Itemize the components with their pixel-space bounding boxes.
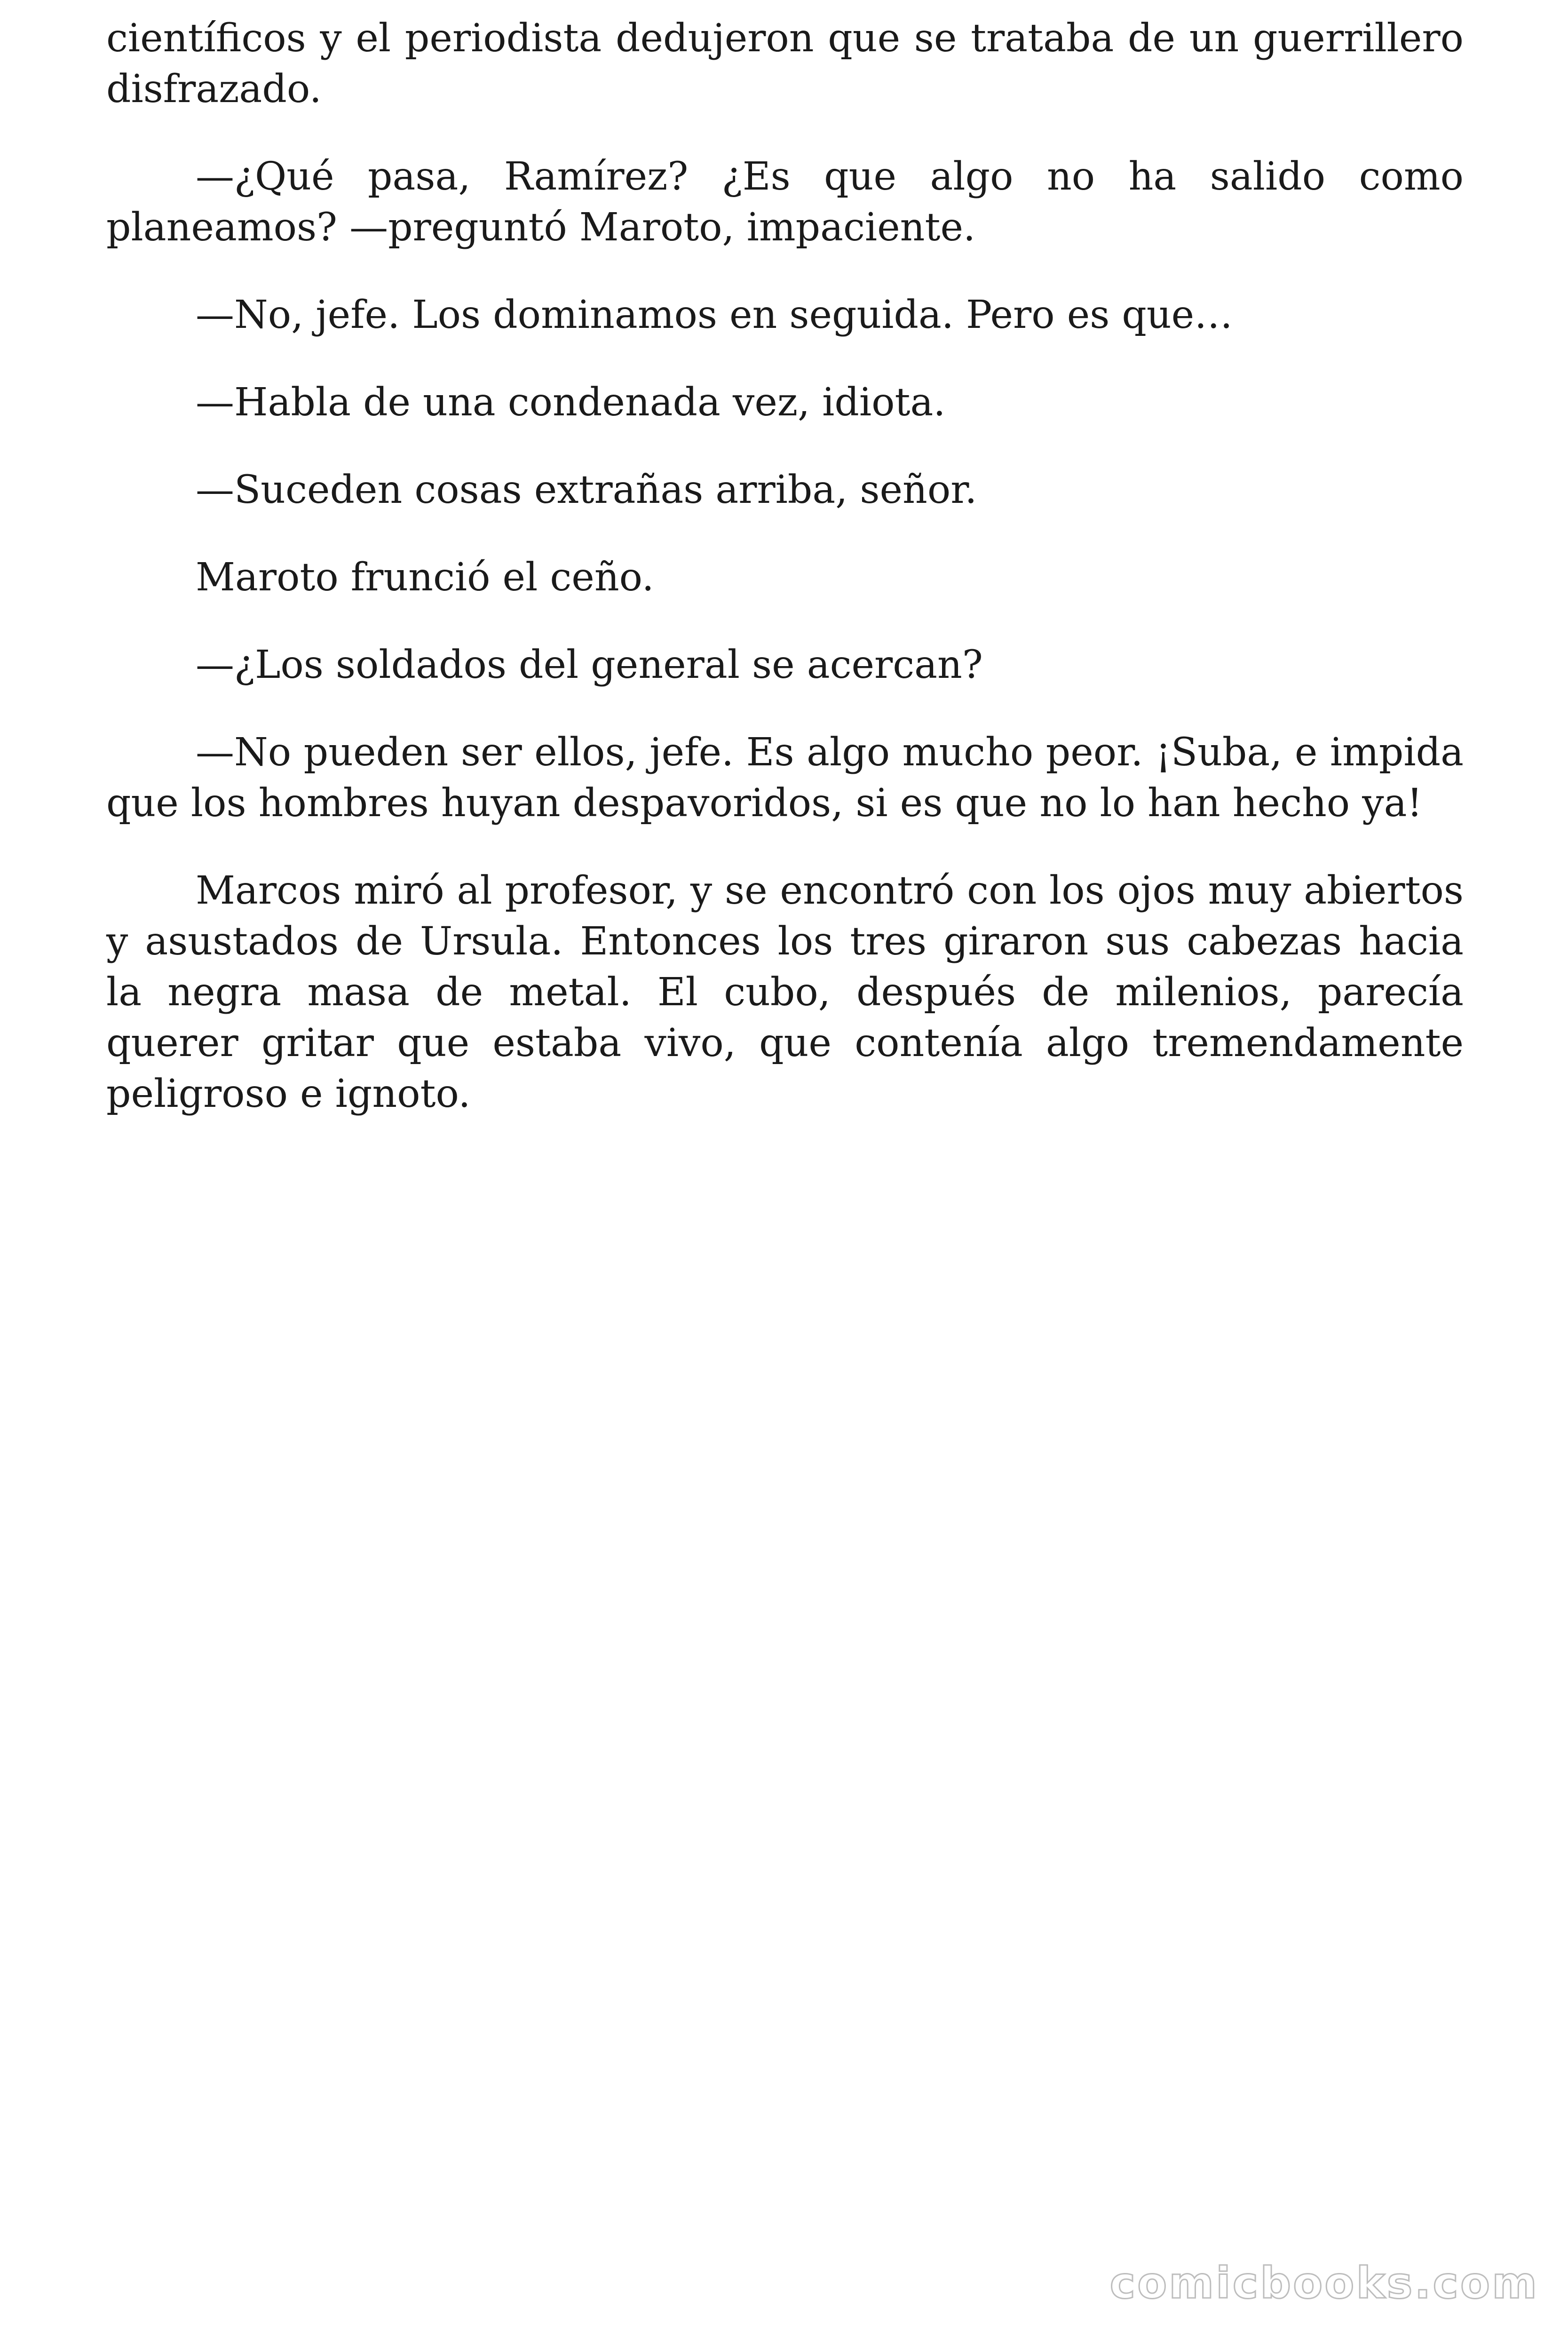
paragraph: —¿Qué pasa, Ramírez? ¿Es que algo no ha salido como planeamos? —preguntó Maroto, impaciente. — [106, 154, 1464, 250]
paragraph: Maroto frunció el ceño. — [196, 555, 654, 600]
paragraph: —¿Los soldados del general se acercan? — [196, 643, 983, 687]
paragraph: —Habla de una condenada vez, idiota. — [196, 380, 946, 425]
watermark: comicbooks.com — [1109, 2258, 1539, 2308]
paragraph: Marcos miró al profesor, y se encontró con los ojos muy abiertos y asustados de Ursula. Entonces los tres giraron sus cabezas hacia la negra masa de metal. El cubo, después de milenios, parecía querer gritar que estaba vivo, que contenía algo tremendamente peligroso e ignoto. — [106, 868, 1464, 1116]
paragraph: científicos y el periodista dedujeron que se trataba de un guerrillero disfrazado. — [106, 16, 1464, 111]
paragraph: —Suceden cosas extrañas arriba, señor. — [196, 468, 977, 512]
body-text — [106, 13, 1464, 1156]
paragraph: —No, jefe. Los dominamos en seguida. Pero es que… — [196, 293, 1233, 337]
paragraph: —No pueden ser ellos, jefe. Es algo mucho peor. ¡Suba, e impida que los hombres huyan despavoridos, si es que no lo han hecho ya! — [106, 730, 1464, 826]
